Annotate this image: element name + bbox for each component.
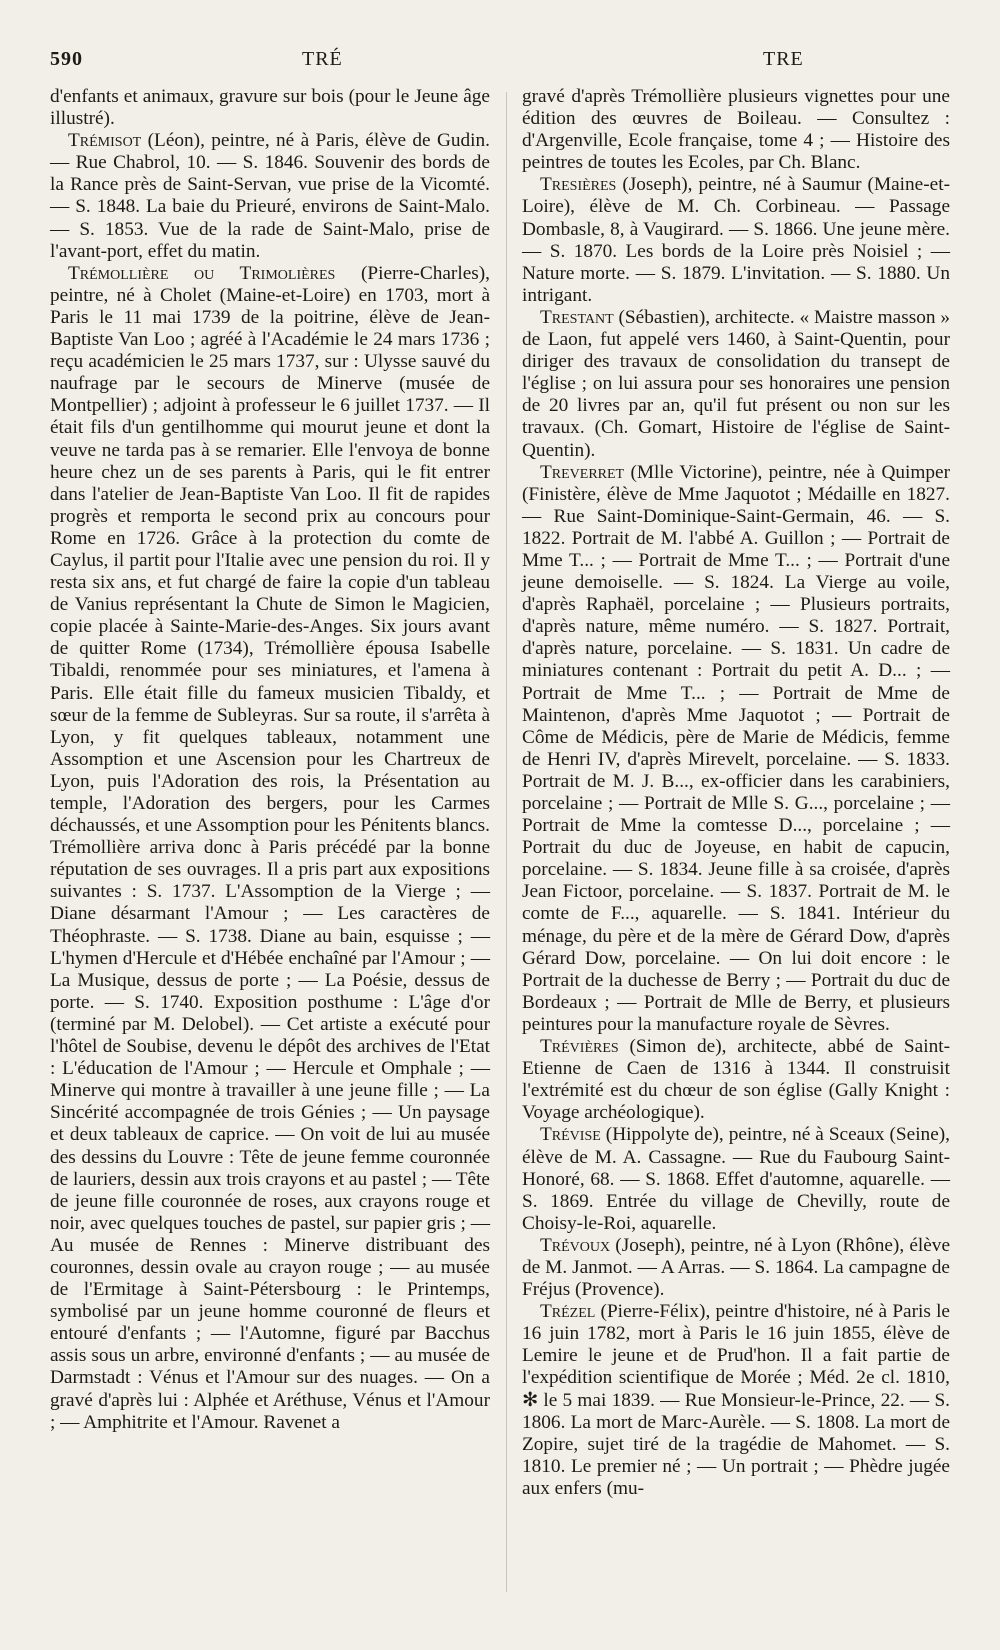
dictionary-entry — [522, 1124, 950, 1234]
entry-text: (Hippolyte de), peintre, né à Sceaux (Seine), élève de M. A. Cassagne. — Rue du Faubourg Saint-Honoré, 68. — S. 1868. Effet d'automne, aquarelle. — S. 1869. Entrée du village de Chevilly, route de Choisy-le-Roi, aquarelle. — [522, 1124, 950, 1234]
entry-headword: Tresières — [540, 174, 617, 196]
entry-text: (Pierre-Charles), peintre, né à Cholet (Maine-et-Loire) en 1703, mort à Paris le 11 mai 1739 de la poitrine, élève de Jean-Baptiste Van Loo ; agréé à l'Académie le 24 mars 1736 ; reçu académicien le 25 mars 1737, sur : Ulysse sauvé du naufrage par le secours de Minerve (musée de Montpellier) ; adjoint à professeur le 6 juillet 1737. — Il était fils d'un gentilhomme qui mourut jeune et dont la veuve ne tarda pas à se remarier. Elle l'envoya de bonne heure chez un de ses parents à Paris, qui le fit entrer dans l'atelier de Jean-Baptiste Van Loo. Il fit de rapides progrès et remporta le second prix au concours pour Rome en 1726. Grâce à la protection du comte de Caylus, il partit pour l'Italie avec une pension du roi. Il y resta six ans, et fut chargé de faire la copie d'un tableau de Vanius représentant la Chute de Simon le Magicien, copie placée à Sainte-Marie-des-Anges. Six jours avant de quitter Rome (1734), Trémollière épousa Isabelle Tibaldi, renommée pour ses miniatures, et l'amena à Paris. Elle était fille du fameux musicien Tibaldy, et sœur de la femme de Subleyras. Sur sa route, il s'arrêta à Lyon, y fit quelques tableaux, notamment une Assomption et une Ascension pour les Chartreux de Lyon, puis l'Adoration des rois, la Présentation au temple, l'Adoration des bergers, pour les Carmes déchaussés, et une Assomption pour les Pénitents blancs. Trémollière arriva donc à Paris précédé par la bonne réputation de ses ouvrages. Il a pris part aux expositions suivantes : S. 1737. L'Assomption de la Vierge ; — Diane désarmant l'Amour ; — Les caractères de Théophraste. — S. 1738. Diane au bain, esquisse ; — L'hymen d'Hercule et d'Hébée enchaîné par l'Amour ; — La Musique, dessus de porte ; — La Poésie, dessus de porte. — S. 1740. Exposition posthume : L'âge d'or (terminé par M. Delobel). — Cet artiste a exécuté pour l'hôtel de Soubise, devenu le dépôt des archives de l'Etat : L'éducation de l'Amour ; — Hercule et Omphale ; — Minerve qui montre à travailler à une jeune fille ; — La Sincérité accompagnée de trois Génies ; — Un paysage et deux tableaux de caprice. — On voit de lui au musée des dessins du Louvre : Tête de jeune femme couronnée de lauriers, dessin aux trois crayons et au pastel ; — Tête de jeune fille couronnée de roses, aux crayons rouge et noir, avec quelques touches de pastel, sur papier gris ; — Au musée de Rennes : Minerve distribuant des couronnes, dessin ovale au crayon rouge ; — au musée de l'Ermitage à Saint-Pétersbourg : le Printemps, symbolisé par un jeune homme couronné de fleurs et entouré d'enfants ; — l'Automne, figuré par Bacchus assis sous un arbre, environné d'enfants ; — au musée de Darmstadt : Vénus et l'Amour sur des nuages. — On a gravé d'après lui : Alphée et Aréthuse, Vénus et l'Amour ; — Amphitrite et l'Amour. Ravenet a — [50, 262, 490, 1433]
dictionary-entry — [522, 307, 950, 462]
dictionary-entry — [522, 86, 950, 174]
entry-text: (Simon de), architecte, abbé de Saint-Etienne de Caen de 1316 à 1344. Il construisit l'extrémité est du chœur de son église (Gally Knight : Voyage archéologique). — [522, 1036, 950, 1124]
entry-text: d'enfants et animaux, gravure sur bois (pour le Jeune âge illustré). — [50, 86, 490, 130]
dictionary-entry — [50, 86, 490, 130]
column-divider — [506, 92, 507, 1592]
entry-headword: Trézel — [540, 1301, 596, 1323]
dictionary-entry — [50, 263, 490, 1434]
entry-text: (Joseph), peintre, né à Lyon (Rhône), élève de M. Janmot. — A Arras. — S. 1864. La campagne de Fréjus (Provence). — [522, 1234, 950, 1301]
running-header — [50, 48, 950, 78]
entry-headword: Trévières — [540, 1036, 619, 1058]
entry-headword: Trévise — [540, 1124, 601, 1146]
entry-headword: Trévoux — [540, 1234, 611, 1256]
dictionary-entry — [522, 462, 950, 1036]
entry-text: (Joseph), peintre, né à Saumur (Maine-et-Loire), élève de M. Ch. Corbineau. — Passage Dombasle, 8, à Vaugirard. — S. 1866. Une jeune mère. — S. 1870. Les bords de la Loire près Noisiel ; — Nature morte. — S. 1879. L'invitation. — S. 1880. Un intrigant. — [522, 174, 950, 306]
running-head-right: TRE — [763, 48, 804, 70]
entry-text: (Léon), peintre, né à Paris, élève de Gudin. — Rue Chabrol, 10. — S. 1846. Souvenir des bords de la Rance près de Saint-Servan, vue prise de la Vicomté. — S. 1848. La baie du Prieuré, environs de Saint-Malo. — S. 1853. Vue de la rade de Saint-Malo, prise de l'avant-port, effet du matin. — [50, 130, 490, 262]
dictionary-entry — [522, 174, 950, 307]
page-number: 590 — [50, 48, 83, 70]
entry-headword: Trémollière ou Trimolières — [68, 262, 336, 284]
dictionary-entry — [50, 130, 490, 263]
left-column — [50, 86, 490, 1434]
entry-headword: Treverret — [540, 461, 625, 483]
entry-headword: Trestant — [540, 306, 614, 328]
entry-text: (Pierre-Félix), peintre d'histoire, né à Paris le 16 juin 1782, mort à Paris le 16 juin 1855, élève de Lemire le jeune et de Prud'hon. Il a fait partie de l'expédition scientifique de Morée ; Méd. 2e cl. 1810, ✻ le 5 mai 1839. — Rue Monsieur-le-Prince, 22. — S. 1806. La mort de Marc-Aurèle. — S. 1808. La mort de Zopire, sujet tiré de la tragédie de Mahomet. — S. 1810. Le premier né ; — Un portrait ; — Phèdre jugée aux enfers (mu- — [522, 1301, 950, 1499]
entry-headword: Trémisot — [68, 130, 142, 152]
running-head-left: TRÉ — [302, 48, 343, 70]
entry-text: (Sébastien), architecte. « Maistre masson » de Laon, fut appelé vers 1460, à Saint-Quentin, pour diriger des travaux de consolidation du transept de l'église ; on lui assura pour ses honoraires une pension de 20 livres par an, qu'il fut présent ou non sur les travaux. (Ch. Gomart, Histoire de l'église de Saint-Quentin). — [522, 306, 950, 461]
entry-text: gravé d'après Trémollière plusieurs vignettes pour une édition des œuvres de Boileau. — Consultez : d'Argenville, Ecole française, tome 4 ; — Histoire des peintres de toutes les Ecoles, par Ch. Blanc. — [522, 86, 950, 174]
dictionary-entry — [522, 1301, 950, 1500]
entry-text: (Mlle Victorine), peintre, née à Quimper (Finistère, élève de Mme Jaquotot ; Médaille en 1827. — Rue Saint-Dominique-Saint-Germain, 46. — S. 1822. Portrait de M. l'abbé A. Guillon ; — Portrait de Mme T... ; — Portrait de Mme T... ; — Portrait d'une jeune demoiselle. — S. 1824. La Vierge au voile, d'après Raphaël, porcelaine ; — Plusieurs portraits, d'après nature, même numéro. — S. 1827. Portrait, d'après nature, porcelaine. — S. 1831. Un cadre de miniatures contenant : Portrait du petit A. D... ; — Portrait de Mme T... ; — Portrait de Mme de Maintenon, d'après Mme Jaquotot ; — Portrait de Côme de Médicis, père de Marie de Médicis, femme de Henri IV, d'après Mirevelt, porcelaine. — S. 1833. Portrait de M. J. B..., ex-officier dans les carabiniers, porcelaine ; — Portrait de Mlle S. G..., porcelaine ; — Portrait de Mme la comtesse D..., porcelaine ; — Portrait du duc de Joyeuse, en habit de capucin, porcelaine. — S. 1834. Jeune fille à sa croisée, d'après Jean Fictoor, porcelaine. — S. 1837. Portrait de M. le comte de F..., aquarelle. — S. 1841. Intérieur du ménage, du père et de la mère de Gérard Dow, d'après Gérard Dow, porcelaine. — On lui doit encore : le Portrait de la duchesse de Berry ; — Portrait du duc de Bordeaux ; — Portrait de Mlle de Berry, et plusieurs peintures pour la manufacture royale de Sèvres. — [522, 461, 950, 1035]
dictionary-entry — [522, 1235, 950, 1301]
dictionary-entry — [522, 1036, 950, 1124]
right-column — [522, 86, 950, 1500]
